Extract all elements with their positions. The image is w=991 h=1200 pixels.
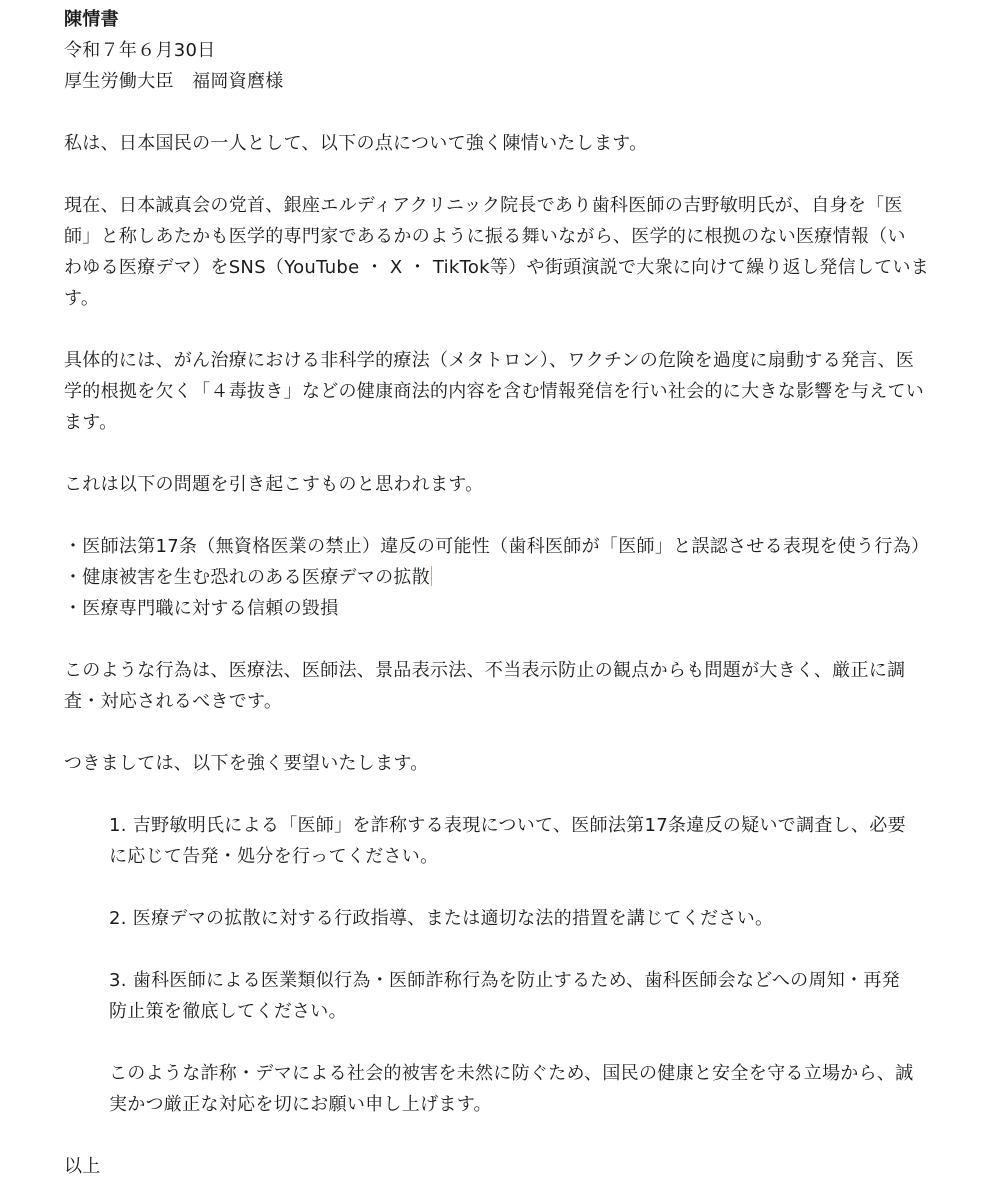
- issues-list: [64, 531, 935, 624]
- issue-item: ・医師法第17条（無資格医業の禁止）違反の可能性（歯科医師が「医師」と誤認させる表現を使う行為）: [64, 536, 930, 557]
- issue-item: [64, 562, 935, 593]
- paragraph-line: 師」と称しあたかも医学的専門家であるかのように振る舞いながら、医学的に根拠のない医療情報（い: [64, 226, 906, 247]
- closing-paragraph: [109, 1058, 935, 1120]
- paragraph-line: 具体的には、がん治療における非科学的療法（メタトロン）、ワクチンの危険を過度に扇動する発言、医: [64, 350, 915, 371]
- paragraph-line: このような行為は、医療法、医師法、景品表示法、不当表示防止の観点からも問題が大きく、厳正に調: [64, 660, 906, 681]
- closing-line: 実かつ厳正な対応を切にお願い申し上げます。: [109, 1094, 492, 1115]
- paragraph-line: ます。: [64, 412, 118, 433]
- paragraph-details: [64, 345, 935, 438]
- paragraph-line: す。: [64, 288, 100, 309]
- request-item-3: [109, 965, 935, 1027]
- request-line: に応じて告発・処分を行ってください。: [109, 846, 439, 867]
- issue-item: ・医療専門職に対する信頼の毀損: [64, 598, 339, 619]
- document-addressee: 厚生労働大臣 福岡資麿様: [64, 71, 284, 92]
- request-item-2: [109, 903, 935, 934]
- document-title: 陳情書: [64, 9, 119, 30]
- paragraph-concerns: [64, 655, 935, 717]
- request-item-1: [109, 810, 935, 872]
- issue-item-text: ・健康被害を生む恐れのある医療デマの拡散: [64, 567, 430, 588]
- text-cursor: [431, 566, 432, 586]
- paragraph-line: 査・対応されるべきです。: [64, 691, 283, 712]
- paragraph-line: わゆる医療デマ）をSNS（YouTube ・ X ・ TikTok等）や街頭演説で大衆に向けて繰り返し発信していま: [64, 257, 930, 278]
- document-date: 令和７年６月30日: [64, 40, 216, 61]
- requests-list: [64, 810, 935, 1120]
- request-line: 3. 歯科医師による医業類似行為・医師詐称行為を防止するため、歯科医師会などへの周知・再発: [109, 970, 900, 991]
- closing-line: このような詐称・デマによる社会的被害を未然に防ぐため、国民の健康と安全を守る立場から、誠: [109, 1063, 914, 1084]
- paragraph-line: 現在、日本誠真会の党首、銀座エルディアクリニック院長であり歯科医師の吉野敏明氏が、自身を「医: [64, 195, 903, 216]
- paragraph-background: [64, 190, 935, 314]
- request-line: 1. 吉野敏明氏による「医師」を詐称する表現について、医師法第17条違反の疑いで調査し、必要: [109, 815, 906, 836]
- request-line: 防止策を徹底してください。: [109, 1001, 347, 1022]
- paragraph-line: 学的根拠を欠く「４毒抜き」などの健康商法的内容を含む情報発信を行い社会的に大きな影響を与えてい: [64, 381, 925, 402]
- issues-intro: これは以下の問題を引き起こすものと思われます。: [64, 474, 484, 495]
- requests-intro: つきましては、以下を強く要望いたします。: [64, 753, 429, 774]
- intro-text: 私は、日本国民の一人として、以下の点について強く陳情いたします。: [64, 133, 648, 154]
- document-end: 以上: [64, 1156, 101, 1177]
- request-line: 2. 医療デマの拡散に対する行政指導、または適切な法的措置を講じてください。: [109, 908, 774, 929]
